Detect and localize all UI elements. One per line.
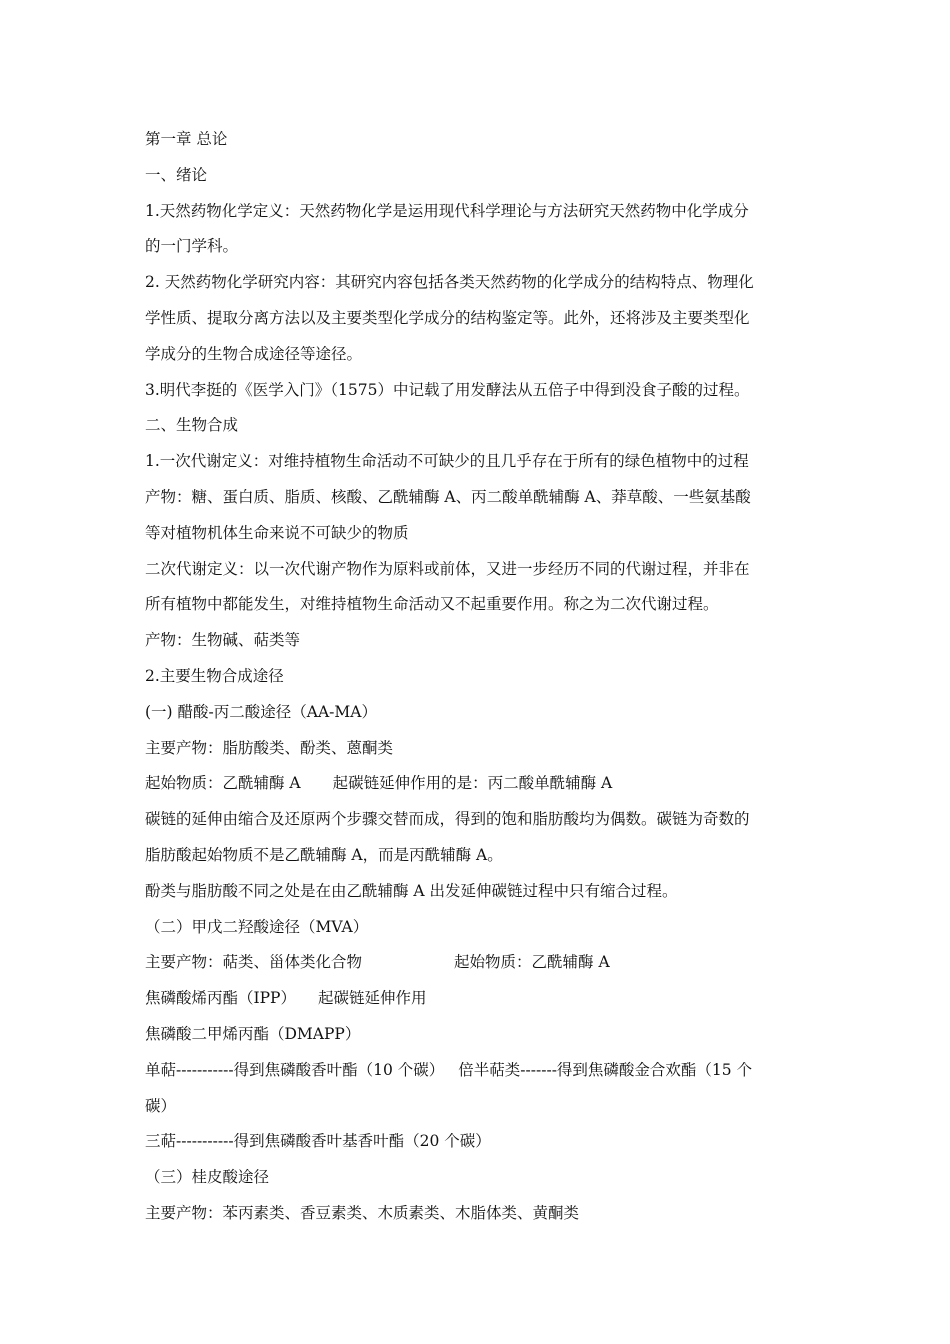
text-segment: 单萜-----------得到焦磷酸香叶酯（10 个碳） [145,1060,445,1079]
text-segment: 倍半萜类-------得到焦磷酸金合欢酯（15 个 [458,1060,753,1079]
paragraph-line: 学成分的生物合成途径等途径。 [145,344,363,363]
subsection-heading: （三）桂皮酸途径 [145,1168,270,1187]
text-segment: 起始物质：乙酰辅酶 A [145,774,301,793]
text-segment: 起始物质：乙酰辅酶 A [454,953,610,972]
section-heading: 一、绪论 [145,165,208,184]
paragraph-line: 产物：糖、蛋白质、脂质、核酸、乙酰辅酶 A、丙二酸单酰辅酶 A、莽草酸、一些氨基酸 [145,487,751,506]
paragraph-line: 1.一次代谢定义：对维持植物生命活动不可缺少的且几乎存在于所有的绿色植物中的过程 [145,452,749,471]
paragraph-line: 1.天然药物化学定义：天然药物化学是运用现代科学理论与方法研究天然药物中化学成分 [145,201,749,220]
paragraph-line: 学性质、提取分离方法以及主要类型化学成分的结构鉴定等。此外，还将涉及主要类型化 [145,308,750,327]
text-segment: 焦磷酸烯丙酯（IPP） [145,989,296,1008]
text-segment: 主要产物：萜类、甾体类化合物 [145,953,363,972]
paragraph-line: 酚类与脂肪酸不同之处是在由乙酰辅酶 A 出发延伸碳链过程中只有缩合过程。 [145,881,678,900]
paragraph-line: 三萜-----------得到焦磷酸香叶基香叶酯（20 个碳） [145,1132,491,1151]
paragraph-line: 的一门学科。 [145,237,239,256]
text-segment: 起碳链延伸作用 [317,989,427,1008]
paragraph-line: 等对植物机体生命来说不可缺少的物质 [145,523,409,542]
paragraph-line [145,945,810,981]
paragraph-line [145,1053,810,1089]
paragraph-line: 产物：生物碱、萜类等 [145,631,301,650]
text-segment: 起碳链延伸作用的是：丙二酸单酰辅酶 A [332,774,613,793]
paragraph-line [145,981,810,1017]
paragraph-line: 主要产物：苯丙素类、香豆素类、木质素类、木脂体类、黄酮类 [145,1203,580,1222]
subsection-heading: 2.主要生物合成途径 [145,666,284,685]
paragraph-line: 2. 天然药物化学研究内容：其研究内容包括各类天然药物的化学成分的结构特点、物理化 [145,273,754,292]
paragraph-line: 碳链的延伸由缩合及还原两个步骤交替而成，得到的饱和脂肪酸均为偶数。碳链为奇数的 [145,810,750,829]
paragraph-line: 所有植物中都能发生，对维持植物生命活动又不起重要作用。称之为二次代谢过程。 [145,595,719,614]
subsection-heading: （二）甲戊二羟酸途径（MVA） [145,917,369,936]
paragraph-line: 主要产物：脂肪酸类、酚类、蒽酮类 [145,738,394,757]
section-heading: 二、生物合成 [145,416,239,435]
paragraph-line: 脂肪酸起始物质不是乙酰辅酶 A，而是丙酰辅酶 A。 [145,845,503,864]
document-body [145,122,810,1232]
paragraph-line: 焦磷酸二甲烯丙酯（DMAPP） [145,1024,361,1043]
paragraph-line: 碳） [145,1096,177,1115]
chapter-title: 第一章 总论 [145,130,228,148]
paragraph-line: 二次代谢定义：以一次代谢产物作为原料或前体，又进一步经历不同的代谢过程，并非在 [145,559,750,578]
paragraph-line [145,766,810,802]
subsection-heading: (一) 醋酸-丙二酸途径（AA-MA） [145,702,377,721]
paragraph-line: 3.明代李挺的《医学入门》（1575）中记载了用发酵法从五倍子中得到没食子酸的过程。 [145,380,750,399]
